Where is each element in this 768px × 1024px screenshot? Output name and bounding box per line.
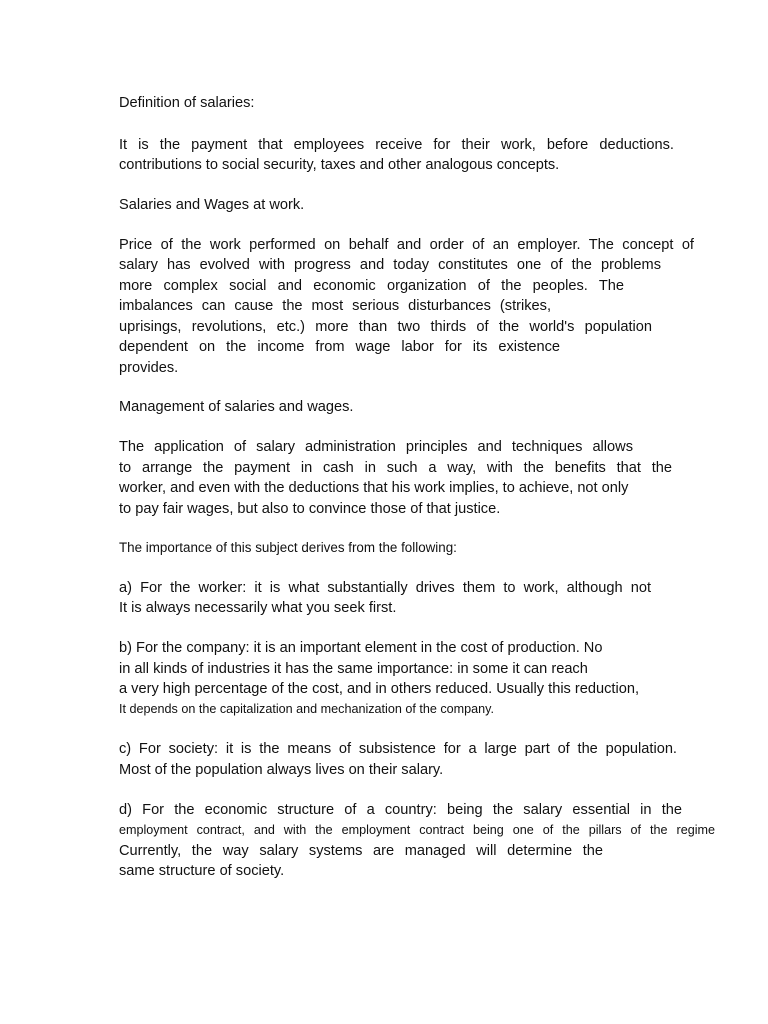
list-item-worker-continued: It is always necessarily what you seek first. — [119, 600, 397, 616]
paragraph-line: worker, and even with the deductions that his work implies, to achieve, not only — [119, 480, 629, 496]
paragraph-line: Price of the work performed on behalf and order of an employer. The concept of — [119, 237, 694, 253]
list-item-worker: a) For the worker: it is what substantially drives them to work, although not — [119, 580, 651, 596]
heading-definition-of-salaries: Definition of salaries: — [119, 95, 255, 111]
list-item-economic-structure: d) For the economic structure of a country: being the salary essential in the — [119, 802, 682, 818]
heading-management-of-salaries-and-wages: Management of salaries and wages. — [119, 399, 354, 415]
paragraph-line: to arrange the payment in cash in such a way, with the benefits that the — [119, 460, 672, 476]
paragraph-line: It is the payment that employees receive for their work, before deductions. — [119, 137, 674, 153]
list-item-company: b) For the company: it is an important element in the cost of production. No — [119, 640, 603, 656]
paragraph-line: contributions to social security, taxes and other analogous concepts. — [119, 157, 560, 173]
paragraph-line: The application of salary administration principles and techniques allows — [119, 439, 633, 455]
paragraph-line: salary has evolved with progress and today constitutes one of the problems — [119, 257, 661, 273]
list-item-company-continued: It depends on the capitalization and mechanization of the company. — [119, 702, 495, 716]
list-item-society: c) For society: it is the means of subsistence for a large part of the population. — [119, 741, 677, 757]
paragraph-line: uprisings, revolutions, etc.) more than two thirds of the world's population — [119, 319, 652, 335]
list-item-economic-structure-continued: Currently, the way salary systems are managed will determine the — [119, 843, 603, 859]
paragraph-line: to pay fair wages, but also to convince those of that justice. — [119, 501, 501, 517]
paragraph-line: imbalances can cause the most serious disturbances (strikes, — [119, 298, 551, 314]
list-item-economic-structure-continued: same structure of society. — [119, 863, 285, 879]
list-item-economic-structure-continued: employment contract, and with the employment contract being one of the pillars of the regime — [119, 823, 715, 837]
heading-importance-of-subject: The importance of this subject derives from the following: — [119, 540, 457, 555]
list-item-society-continued: Most of the population always lives on their salary. — [119, 762, 444, 778]
heading-salaries-and-wages-at-work: Salaries and Wages at work. — [119, 197, 305, 213]
list-item-company-continued: a very high percentage of the cost, and in others reduced. Usually this reduction, — [119, 681, 640, 697]
paragraph-line: more complex social and economic organization of the peoples. The — [119, 278, 624, 294]
list-item-company-continued: in all kinds of industries it has the same importance: in some it can reach — [119, 661, 588, 677]
paragraph-line: provides. — [119, 360, 179, 376]
paragraph-line: dependent on the income from wage labor for its existence — [119, 339, 560, 355]
